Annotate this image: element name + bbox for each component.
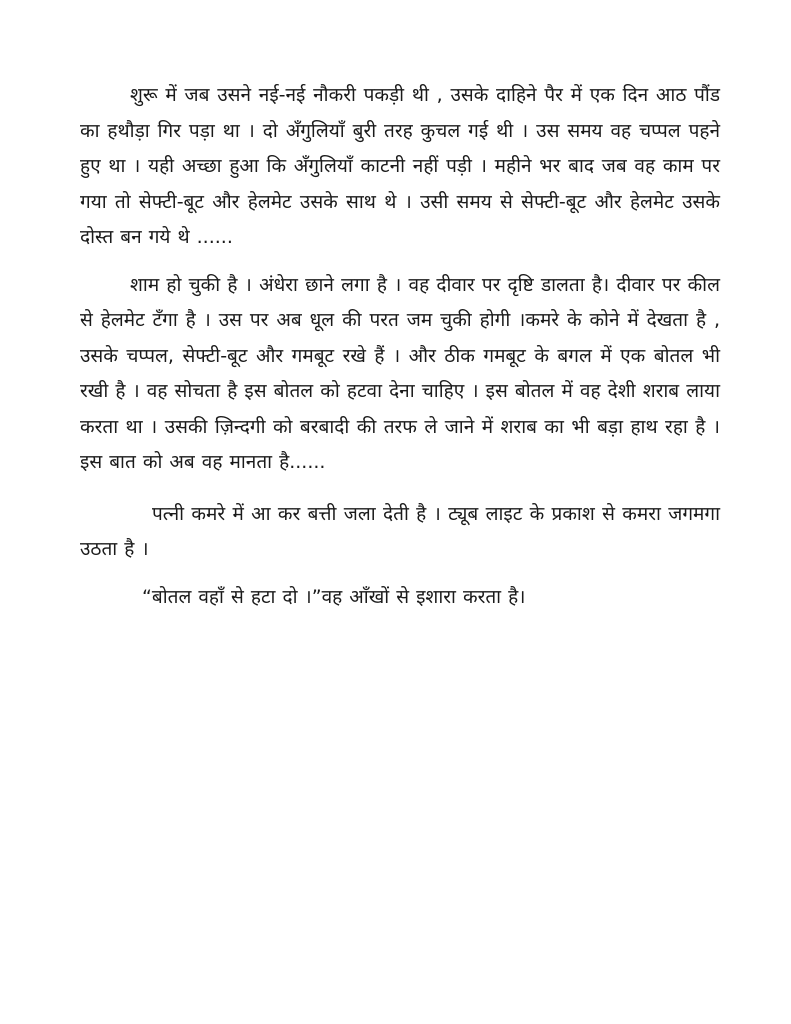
document-page	[80, 78, 720, 615]
paragraph-4: “बोतल वहाँ से हटा दो ।”वह आँखों से इशारा करता है।	[142, 585, 526, 608]
paragraph-2: शाम हो चुकी है । अंधेरा छाने लगा है । वह दीवार पर दृष्टि डालता है। दीवार पर कील से हेलमेट टँगा है । उस पर अब धूल की परत जम चुकी होगी ।कमरे के कोने में देखता है , उसके चप्पल, सेफ्टी-बूट और गमबूट रखे हैं । और ठीक गमबूट के बगल में एक बोतल भी रखी है । वह सोचता है इस बोतल को हटवा देना चाहिए । इस बोतल में वह देशी शराब लाया करता था । उसकी ज़िन्दगी को बरबादी की तरफ ले जाने में शराब का भी बड़ा हाथ रहा है । इस बात को अब वह मानता है......	[80, 273, 720, 473]
paragraph-3: पत्नी कमरे में आ कर बत्ती जला देती है । ट्यूब लाइट के प्रकाश से कमरा जगमगा उठता है ।	[80, 502, 720, 560]
paragraph-1: शुरू में जब उसने नई-नई नौकरी पकड़ी थी , उसके दाहिने पैर में एक दिन आठ पौंड का हथौड़ा गिर पड़ा था । दो अँगुलियाँ बुरी तरह कुचल गई थी । उस समय वह चप्पल पहने हुए था । यही अच्छा हुआ कि अँगुलियाँ काटनी नहीं पड़ी । महीने भर बाद जब वह काम पर गया तो सेफ्टी-बूट और हेलमेट उसके साथ थे । उसी समय से सेफ्टी-बूट और हेलमेट उसके दोस्त बन गये थे ......	[80, 84, 720, 248]
